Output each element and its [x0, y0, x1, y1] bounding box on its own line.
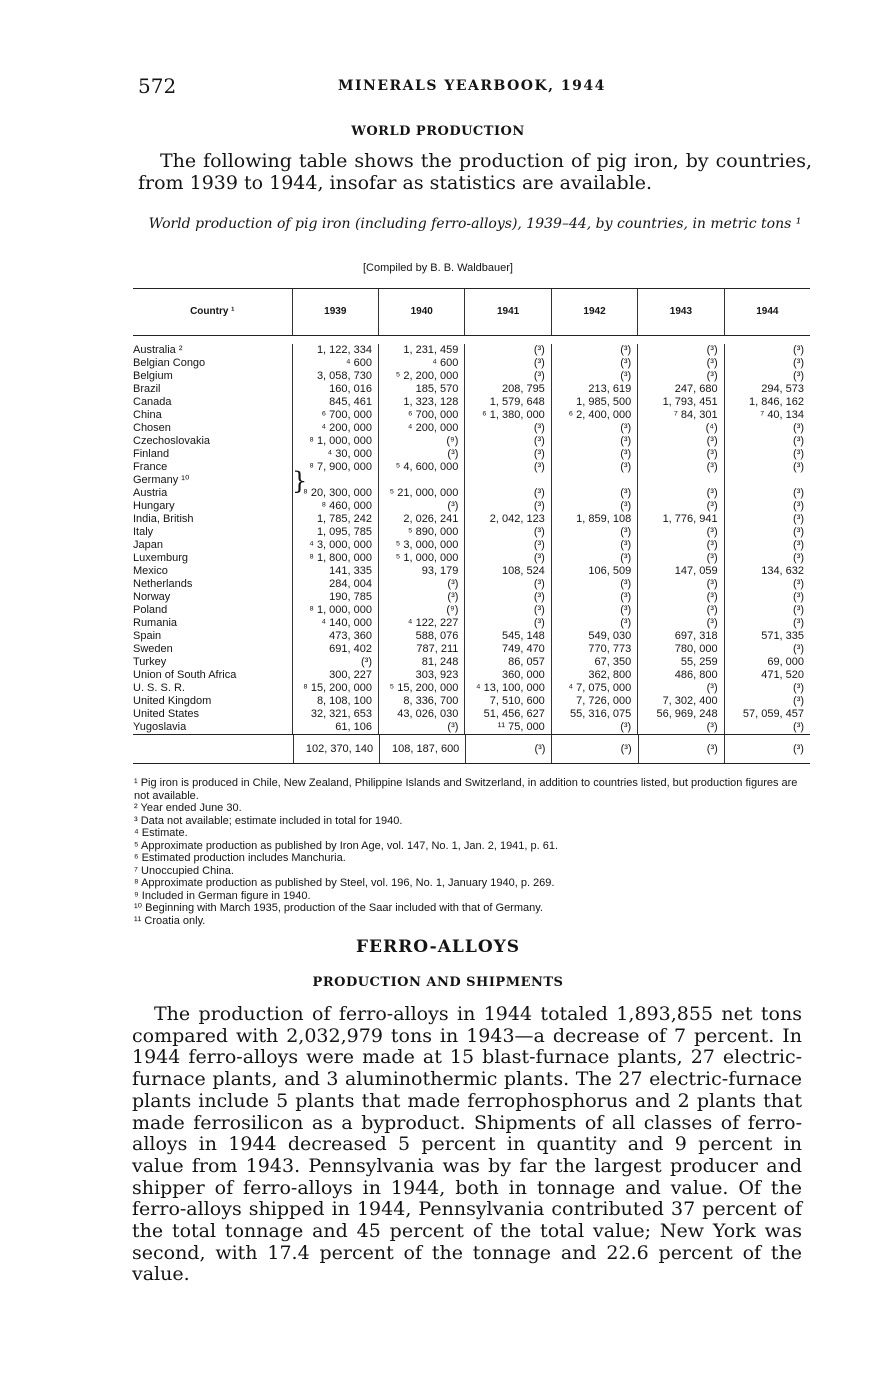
- table-cell: (³): [793, 435, 805, 447]
- column-header: 1941: [464, 289, 550, 335]
- table-cell: (³): [447, 578, 459, 590]
- germany-austria-brace: }: [292, 467, 308, 495]
- table-cell: 1, 785, 242: [316, 513, 372, 525]
- table-cell: 545, 148: [501, 630, 545, 642]
- table-cell: 845, 461: [329, 396, 372, 408]
- table-cell: 300, 227: [329, 669, 372, 681]
- table-cell: (³): [793, 461, 805, 473]
- table-cell: 81, 248: [421, 656, 459, 668]
- table-cell: 61, 106: [335, 721, 372, 733]
- country-name: France: [133, 461, 168, 473]
- country-name: Sweden: [133, 643, 173, 655]
- total-cell: (³): [551, 735, 637, 763]
- table-cell: 55, 316, 075: [570, 708, 632, 720]
- table-cell: (³): [706, 682, 718, 694]
- country-name: Brazil: [133, 383, 161, 395]
- table-cell: 86, 057: [508, 656, 545, 668]
- total-cell: (³): [465, 735, 551, 763]
- year-column: [724, 344, 810, 734]
- table-cell: (³): [533, 591, 545, 603]
- table-cell: (³): [706, 591, 718, 603]
- table-cell: 780, 000: [674, 643, 718, 655]
- table-cell: 1, 793, 451: [662, 396, 718, 408]
- table-cell: ⁵ 3, 000, 000: [395, 539, 459, 551]
- country-name: Belgium: [133, 370, 173, 382]
- table-cell: ⁵ 890, 000: [407, 526, 459, 538]
- country-name: India, British: [133, 513, 194, 525]
- table-cell: (⁹): [446, 435, 459, 447]
- country-name: Belgian Congo: [133, 357, 206, 369]
- world-production-heading: WORLD PRODUCTION: [351, 124, 525, 139]
- table-cell: (³): [793, 422, 805, 434]
- footnote: ¹ Pig iron is produced in Chile, New Zealand, Philippine Islands and Switzerland, in addition to countries listed, but production figures are not available.: [134, 777, 798, 802]
- table-cell: (³): [793, 448, 805, 460]
- table-cell: (³): [447, 721, 459, 733]
- footnote: ¹¹ Croatia only.: [134, 914, 206, 927]
- table-cell: (³): [706, 435, 718, 447]
- table-cell: 486, 800: [674, 669, 718, 681]
- table-cell: ⁸ 460, 000: [321, 500, 372, 512]
- table-cell: 588, 076: [415, 630, 459, 642]
- country-name: Rumania: [133, 617, 178, 629]
- table-cell: ⁵ 15, 200, 000: [389, 682, 459, 694]
- table-cell: (³): [620, 448, 632, 460]
- table-cell: 770, 773: [588, 643, 632, 655]
- table-cell: (³): [706, 526, 718, 538]
- footnote: ² Year ended June 30.: [134, 802, 242, 814]
- table-header-row: [133, 289, 810, 336]
- table-cell: 56, 969, 248: [656, 708, 718, 720]
- table-cell: ⁶ 2, 400, 000: [568, 409, 632, 421]
- table-cell: (³): [620, 370, 632, 382]
- table-cell: (³): [706, 461, 718, 473]
- table-cell: ⁵ 4, 600, 000: [395, 461, 459, 473]
- table-cell: (³): [620, 461, 632, 473]
- table-cell: ⁸ 20, 300, 000: [303, 487, 372, 499]
- table-cell: (³): [620, 487, 632, 499]
- table-cell: 247, 680: [674, 383, 718, 395]
- table-cell: 43, 026, 030: [397, 708, 459, 720]
- table-cell: (³): [620, 422, 632, 434]
- table-cell: ⁴ 200, 000: [407, 422, 459, 434]
- country-name: United States: [133, 708, 200, 720]
- table-cell: (³): [793, 344, 805, 356]
- table-cell: (³): [793, 578, 805, 590]
- total-cell: 108, 187, 600: [379, 735, 465, 763]
- ferro-alloys-paragraph: The production of ferro-alloys in 1944 totaled 1,893,855 net tons compared with 2,032,979 tons in 1943—a decrease of 7 percent. In 1944 ferro-alloys were made at 15 blast-furnace plants, 27 electric-furnace plants, and 3 aluminothermic plants. The 27 electric-furnace plants include 5 plants that made ferrophosphorus and 2 plants that made ferrosilicon as a byproduct. Shipments of all classes of ferro-alloys in 1944 decreased 5 percent in quantity and 9 percent in value from 1943. Pennsylvania was by far the largest producer and shipper of ferro-alloys in 1944, both in tonnage and value. Of the ferro-alloys shipped in 1944, Pennsylvania contributed 37 percent of the total tonnage and 45 percent of the total value; New York was second, with 17.4 percent of the tonnage and 22.6 percent of the value.: [132, 1003, 802, 1286]
- table-cell: [465, 474, 550, 487]
- table-cell: 160, 016: [329, 383, 372, 395]
- total-cell: [133, 735, 293, 763]
- table-cell: ⁶ 700, 000: [408, 409, 459, 421]
- table-cell: 697, 318: [674, 630, 718, 642]
- year-column: [378, 344, 464, 734]
- table-cell: 147, 059: [674, 565, 718, 577]
- country-name: Mexico: [133, 565, 168, 577]
- table-cell: 57, 059, 457: [742, 708, 805, 720]
- table-cell: (³): [706, 344, 718, 356]
- table-cell: (³): [706, 500, 718, 512]
- table-cell: (³): [620, 435, 632, 447]
- table-cell: (³): [447, 448, 459, 460]
- table-cell: 185, 570: [415, 383, 459, 395]
- table-cell: 571, 335: [761, 630, 805, 642]
- pig-iron-table: [133, 288, 810, 764]
- table-cell: ⁴ 3, 000, 000: [309, 539, 372, 551]
- table-cell: ⁴ 600: [345, 357, 372, 369]
- table-cell: (³): [793, 604, 805, 616]
- table-cell: 1, 579, 648: [489, 396, 545, 408]
- table-cell: (³): [706, 357, 718, 369]
- table-cell: (³): [793, 539, 805, 551]
- table-cell: 1, 859, 108: [576, 513, 632, 525]
- year-column: [551, 344, 637, 734]
- country-name: Luxemburg: [133, 552, 189, 564]
- table-cell: (⁹): [446, 604, 459, 616]
- table-cell: 7, 510, 600: [489, 695, 545, 707]
- table-cell: (³): [620, 500, 632, 512]
- table-cell: 362, 800: [588, 669, 632, 681]
- footnote: ⁷ Unoccupied China.: [134, 864, 234, 877]
- table-cell: (³): [793, 513, 805, 525]
- country-name: Australia ²: [133, 344, 183, 356]
- table-caption: World production of pig iron (including ferro-alloys), 1939–44, by countries, in metric tons ¹: [148, 216, 802, 232]
- table-cell: 141, 335: [329, 565, 372, 577]
- country-column: [133, 344, 292, 734]
- table-cell: (³): [793, 526, 805, 538]
- table-cell: (³): [533, 500, 545, 512]
- table-cell: ⁸ 1, 000, 000: [309, 604, 372, 616]
- table-cell: (³): [706, 370, 718, 382]
- table-cell: (³): [793, 617, 805, 629]
- table-cell: (³): [620, 578, 632, 590]
- table-cell: 471, 520: [761, 669, 805, 681]
- table-cell: (³): [533, 604, 545, 616]
- country-name: Italy: [133, 526, 154, 538]
- table-cell: ⁴ 7, 075, 000: [568, 682, 632, 694]
- table-cell: 51, 456, 627: [483, 708, 545, 720]
- table-cell: 691, 402: [329, 643, 372, 655]
- table-cell: [379, 474, 464, 487]
- footnote: ⁵ Approximate production as published by Iron Age, vol. 147, No. 1, Jan. 2, 1941, p. 61.: [134, 839, 559, 852]
- table-total-row: [133, 734, 810, 764]
- table-cell: 1, 323, 128: [403, 396, 459, 408]
- country-name: U. S. S. R.: [133, 682, 185, 694]
- table-cell: (³): [706, 487, 718, 499]
- table-body: [133, 336, 810, 734]
- table-cell: [725, 474, 810, 487]
- country-name: Germany ¹⁰: [133, 474, 190, 486]
- country-name: Yugoslavia: [133, 721, 187, 733]
- table-cell: (³): [533, 578, 545, 590]
- table-cell: 7, 726, 000: [576, 695, 632, 707]
- table-cell: (³): [533, 422, 545, 434]
- table-cell: (³): [706, 578, 718, 590]
- table-cell: 69, 000: [767, 656, 805, 668]
- country-name: Hungary: [133, 500, 175, 512]
- column-header: 1939: [292, 289, 378, 335]
- country-name: Spain: [133, 630, 162, 642]
- table-cell: (³): [447, 591, 459, 603]
- running-head-title: MINERALS YEARBOOK, 1944: [338, 78, 606, 94]
- table-cell: ⁸ 1, 000, 000: [309, 435, 372, 447]
- table-cell: ⁴ 122, 227: [407, 617, 459, 629]
- table-cell: 213, 619: [588, 383, 632, 395]
- table-cell: (³): [620, 591, 632, 603]
- table-cell: (³): [533, 539, 545, 551]
- table-cell: ⁷ 40, 134: [760, 409, 805, 421]
- country-name: Norway: [133, 591, 171, 603]
- year-column: [464, 344, 550, 734]
- compiled-by-note: [Compiled by B. B. Waldbauer]: [363, 262, 513, 274]
- table-cell: 473, 360: [329, 630, 372, 642]
- table-cell: 7, 302, 400: [662, 695, 718, 707]
- table-cell: (³): [706, 552, 718, 564]
- table-cell: (³): [620, 526, 632, 538]
- total-cell: 102, 370, 140: [293, 735, 379, 763]
- table-cell: 1, 846, 162: [748, 396, 805, 408]
- table-cell: (³): [706, 617, 718, 629]
- table-cell: 1, 776, 941: [662, 513, 718, 525]
- table-cell: (³): [793, 682, 805, 694]
- column-header: 1940: [378, 289, 464, 335]
- table-cell: (³): [793, 695, 805, 707]
- year-column: [292, 344, 378, 734]
- table-cell: 549, 030: [588, 630, 632, 642]
- country-name: Union of South Africa: [133, 669, 237, 681]
- production-shipments-subheading: PRODUCTION AND SHIPMENTS: [312, 975, 564, 990]
- table-cell: 2, 042, 123: [489, 513, 545, 525]
- table-cell: (³): [533, 617, 545, 629]
- year-column: [637, 344, 723, 734]
- country-name: Finland: [133, 448, 170, 460]
- table-cell: (³): [533, 552, 545, 564]
- table-cell: (³): [706, 448, 718, 460]
- table-cell: 190, 785: [329, 591, 372, 603]
- table-cell: (³): [793, 500, 805, 512]
- country-name: Japan: [133, 539, 163, 551]
- table-cell: 294, 573: [761, 383, 805, 395]
- table-cell: (³): [361, 656, 372, 668]
- country-name: China: [133, 409, 162, 421]
- country-name: Austria: [133, 487, 168, 499]
- table-cell: (³): [793, 552, 805, 564]
- table-cell: (⁴): [705, 422, 718, 434]
- table-cell: (³): [706, 539, 718, 551]
- table-cell: (³): [533, 526, 545, 538]
- country-name: Poland: [133, 604, 168, 616]
- table-cell: ⁵ 1, 000, 000: [395, 552, 459, 564]
- total-cell: (³): [724, 735, 810, 763]
- country-name: Czechoslovakia: [133, 435, 211, 447]
- table-cell: ⁸ 1, 800, 000: [309, 552, 372, 564]
- table-cell: (³): [620, 604, 632, 616]
- footnote: ⁴ Estimate.: [134, 827, 188, 839]
- table-cell: (³): [533, 357, 545, 369]
- table-cell: (³): [793, 721, 805, 733]
- table-cell: 208, 795: [501, 383, 545, 395]
- table-cell: (³): [620, 721, 632, 733]
- column-header: 1944: [724, 289, 810, 335]
- total-cell: (³): [638, 735, 724, 763]
- table-cell: (³): [533, 461, 545, 473]
- table-cell: 1, 231, 459: [403, 344, 459, 356]
- table-cell: 108, 524: [501, 565, 545, 577]
- table-cell: ⁸ 15, 200, 000: [303, 682, 372, 694]
- ferro-alloys-heading: FERRO-ALLOYS: [355, 937, 521, 957]
- footnote: ⁸ Approximate production as published by Steel, vol. 196, No. 1, January 1940, p. 269.: [134, 877, 555, 889]
- table-cell: ⁶ 1, 380, 000: [482, 409, 545, 421]
- table-cell: [552, 474, 637, 487]
- table-cell: (³): [447, 500, 459, 512]
- country-name: Canada: [133, 396, 172, 408]
- table-cell: 1, 095, 785: [316, 526, 372, 538]
- table-cell: 303, 923: [415, 669, 459, 681]
- table-cell: (³): [533, 435, 545, 447]
- table-cell: (³): [620, 357, 632, 369]
- table-cell: 1, 122, 334: [316, 344, 372, 356]
- table-cell: 1, 985, 500: [576, 396, 632, 408]
- country-name: Chosen: [133, 422, 171, 434]
- country-name: United Kingdom: [133, 695, 212, 707]
- column-header: 1942: [551, 289, 637, 335]
- table-cell: (³): [793, 357, 805, 369]
- table-cell: (³): [793, 643, 805, 655]
- table-cell: 360, 000: [501, 669, 545, 681]
- table-cell: ¹¹ 75, 000: [497, 721, 545, 733]
- table-cell: (³): [706, 721, 718, 733]
- table-cell: (³): [620, 344, 632, 356]
- table-cell: ⁴ 30, 000: [327, 448, 372, 460]
- country-name: Turkey: [133, 656, 167, 668]
- table-cell: (³): [620, 617, 632, 629]
- table-cell: 8, 336, 700: [403, 695, 459, 707]
- table-cell: 3, 058, 730: [316, 370, 372, 382]
- footnote: ³ Data not available; estimate included in total for 1940.: [134, 814, 403, 827]
- table-cell: 2, 026, 241: [403, 513, 459, 525]
- table-cell: (³): [620, 552, 632, 564]
- intro-paragraph: The following table shows the production of pig iron, by countries, from 1939 to 1944, insofar as statistics are available.: [138, 150, 812, 194]
- column-header: 1943: [637, 289, 723, 335]
- table-cell: (³): [533, 370, 545, 382]
- footnote: ⁹ Included in German figure in 1940.: [134, 889, 311, 902]
- table-cell: (³): [793, 370, 805, 382]
- table-cell: (³): [793, 591, 805, 603]
- footnote: ¹⁰ Beginning with March 1935, production of the Saar included with that of Germany.: [134, 902, 543, 914]
- table-cell: (³): [620, 539, 632, 551]
- table-cell: (³): [533, 487, 545, 499]
- table-cell: 749, 470: [501, 643, 545, 655]
- table-cell: (³): [793, 487, 805, 499]
- table-cell: ⁵ 21, 000, 000: [389, 487, 459, 499]
- table-cell: 787, 211: [416, 643, 459, 655]
- page-number: 572: [138, 74, 177, 98]
- table-cell: ⁴ 600: [432, 357, 459, 369]
- table-cell: [638, 474, 723, 487]
- table-cell: (³): [706, 604, 718, 616]
- table-cell: ⁶ 700, 000: [321, 409, 372, 421]
- running-head: [138, 74, 818, 104]
- table-cell: ⁸ 7, 900, 000: [309, 461, 372, 473]
- footnotes: [134, 777, 810, 927]
- table-cell: 106, 509: [588, 565, 632, 577]
- table-cell: ⁴ 200, 000: [321, 422, 372, 434]
- table-cell: (³): [533, 344, 545, 356]
- table-cell: 55, 259: [680, 656, 718, 668]
- table-cell: ⁷ 84, 301: [673, 409, 718, 421]
- table-cell: 32, 321, 653: [310, 708, 372, 720]
- table-cell: ⁵ 2, 200, 000: [395, 370, 459, 382]
- table-cell: 67, 350: [594, 656, 632, 668]
- table-cell: 284, 004: [329, 578, 372, 590]
- table-cell: ⁴ 140, 000: [321, 617, 372, 629]
- country-name: Netherlands: [133, 578, 193, 590]
- table-cell: 93, 179: [421, 565, 459, 577]
- footnote: ⁶ Estimated production includes Manchuria.: [134, 852, 346, 864]
- table-cell: ⁴ 13, 100, 000: [475, 682, 545, 694]
- table-cell: 8, 108, 100: [316, 695, 372, 707]
- column-header: Country ¹: [190, 306, 235, 317]
- table-cell: 134, 632: [761, 565, 805, 577]
- table-cell: (³): [533, 448, 545, 460]
